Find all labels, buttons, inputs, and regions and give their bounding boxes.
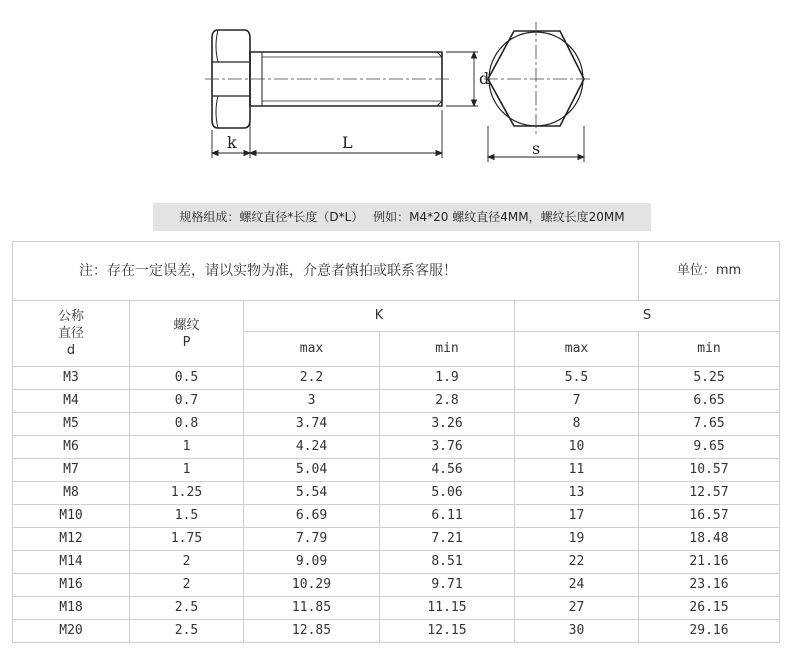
cell-s-min: 7.65 — [639, 413, 780, 436]
cell-pitch: 0.5 — [130, 367, 244, 390]
table-row — [13, 528, 780, 551]
table-row — [13, 482, 780, 505]
table-row — [13, 620, 780, 643]
table-row — [13, 505, 780, 528]
cell-k-max: 4.24 — [244, 436, 380, 459]
cell-k-min: 5.06 — [380, 482, 515, 505]
cell-s-max: 22 — [515, 551, 639, 574]
cell-s-min: 5.25 — [639, 367, 780, 390]
cell-k-max: 3.74 — [244, 413, 380, 436]
cell-s-max: 10 — [515, 436, 639, 459]
cell-pitch: 1 — [130, 436, 244, 459]
table-row — [13, 551, 780, 574]
cell-size: M16 — [13, 574, 130, 597]
unit-label: 单位：mm — [639, 242, 780, 301]
spec-format-bar — [153, 203, 651, 231]
table-row — [13, 597, 780, 620]
header-s-max: max — [515, 332, 639, 367]
header-nominal-diameter — [13, 301, 130, 367]
header-s: S — [515, 301, 780, 332]
cell-s-max: 11 — [515, 459, 639, 482]
cell-size: M18 — [13, 597, 130, 620]
cell-pitch: 1.25 — [130, 482, 244, 505]
header-row-1 — [13, 301, 780, 332]
cell-k-min: 9.71 — [380, 574, 515, 597]
cell-size: M10 — [13, 505, 130, 528]
header-s-min: min — [639, 332, 780, 367]
cell-s-min: 6.65 — [639, 390, 780, 413]
cell-k-max: 7.79 — [244, 528, 380, 551]
spec-table — [12, 241, 780, 643]
cell-s-min: 21.16 — [639, 551, 780, 574]
header-thread-pitch — [130, 301, 244, 367]
cell-s-max: 24 — [515, 574, 639, 597]
bolt-diagram — [0, 0, 790, 180]
cell-k-max: 6.69 — [244, 505, 380, 528]
table-row — [13, 390, 780, 413]
cell-s-max: 30 — [515, 620, 639, 643]
table-row — [13, 574, 780, 597]
cell-s-max: 7 — [515, 390, 639, 413]
cell-s-min: 16.57 — [639, 505, 780, 528]
header-thread-line1: 螺纹 — [173, 317, 200, 333]
cell-s-max: 19 — [515, 528, 639, 551]
cell-size: M4 — [13, 390, 130, 413]
cell-pitch: 1.75 — [130, 528, 244, 551]
header-thread-line2: P — [182, 334, 191, 350]
cell-k-max: 10.29 — [244, 574, 380, 597]
cell-pitch: 1.5 — [130, 505, 244, 528]
cell-k-max: 5.04 — [244, 459, 380, 482]
header-nominal-line3: d — [66, 343, 76, 358]
cell-k-min: 1.9 — [380, 367, 515, 390]
cell-size: M14 — [13, 551, 130, 574]
spec-format-text: 规格组成：螺纹直径*长度（D*L） — [179, 210, 364, 224]
cell-k-min: 6.11 — [380, 505, 515, 528]
cell-k-max: 2.2 — [244, 367, 380, 390]
cell-size: M6 — [13, 436, 130, 459]
cell-k-max: 5.54 — [244, 482, 380, 505]
header-k-max: max — [244, 332, 380, 367]
cell-size: M3 — [13, 367, 130, 390]
table-row — [13, 367, 780, 390]
cell-k-min: 8.51 — [380, 551, 515, 574]
cell-pitch: 0.7 — [130, 390, 244, 413]
cell-k-min: 11.15 — [380, 597, 515, 620]
cell-k-min: 7.21 — [380, 528, 515, 551]
cell-s-min: 26.15 — [639, 597, 780, 620]
cell-pitch: 2.5 — [130, 620, 244, 643]
cell-s-max: 13 — [515, 482, 639, 505]
cell-s-min: 18.48 — [639, 528, 780, 551]
dim-label-d: d — [479, 69, 490, 88]
table-row — [13, 413, 780, 436]
cell-s-min: 10.57 — [639, 459, 780, 482]
cell-k-min: 4.56 — [380, 459, 515, 482]
cell-pitch: 1 — [130, 459, 244, 482]
cell-pitch: 2 — [130, 574, 244, 597]
cell-s-max: 5.5 — [515, 367, 639, 390]
dim-label-L: L — [342, 133, 353, 152]
cell-s-min: 29.16 — [639, 620, 780, 643]
cell-pitch: 2.5 — [130, 597, 244, 620]
table-row — [13, 459, 780, 482]
dim-label-k: k — [227, 133, 237, 152]
spec-example-text: 例如：M4*20 螺纹直径4MM，螺纹长度20MM — [373, 210, 625, 224]
cell-pitch: 2 — [130, 551, 244, 574]
cell-s-min: 9.65 — [639, 436, 780, 459]
cell-k-min: 3.26 — [380, 413, 515, 436]
cell-size: M12 — [13, 528, 130, 551]
cell-k-min: 12.15 — [380, 620, 515, 643]
cell-pitch: 0.8 — [130, 413, 244, 436]
cell-k-max: 3 — [244, 390, 380, 413]
header-k: K — [244, 301, 515, 332]
cell-k-min: 2.8 — [380, 390, 515, 413]
table-row — [13, 436, 780, 459]
cell-k-max: 9.09 — [244, 551, 380, 574]
header-nominal-line1: 公称 — [57, 309, 84, 324]
cell-size: M8 — [13, 482, 130, 505]
cell-size: M7 — [13, 459, 130, 482]
cell-s-max: 27 — [515, 597, 639, 620]
header-nominal-line2: 直径 — [57, 326, 84, 341]
dim-label-s: s — [532, 139, 541, 158]
disclaimer-note: 注：存在一定误差，请以实物为准，介意者慎拍或联系客服！ — [13, 242, 639, 301]
cell-k-min: 3.76 — [380, 436, 515, 459]
cell-k-max: 12.85 — [244, 620, 380, 643]
cell-size: M20 — [13, 620, 130, 643]
cell-s-min: 12.57 — [639, 482, 780, 505]
cell-size: M5 — [13, 413, 130, 436]
cell-k-max: 11.85 — [244, 597, 380, 620]
header-k-min: min — [380, 332, 515, 367]
cell-s-max: 8 — [515, 413, 639, 436]
note-row — [13, 242, 780, 301]
cell-s-max: 17 — [515, 505, 639, 528]
cell-s-min: 23.16 — [639, 574, 780, 597]
